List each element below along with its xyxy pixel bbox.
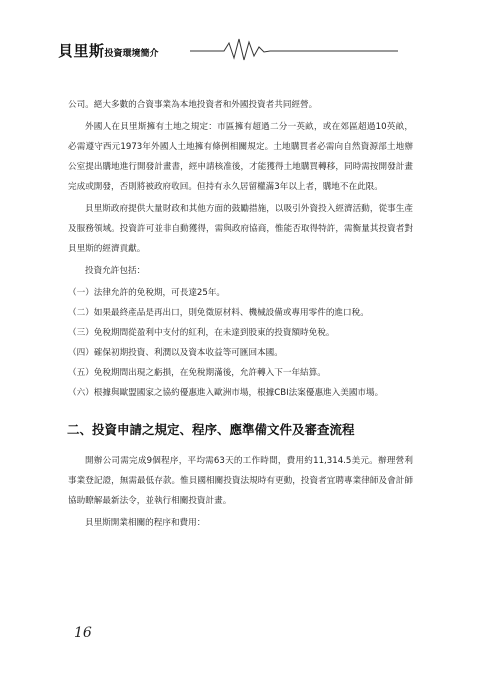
section-heading: 二、投資申請之規定、程序、應準備文件及審查流程 <box>67 422 355 437</box>
list-item: （六）根據與歐盟國家之協約優惠進入歐洲市場，根據CBI法案優惠進入美國市場。 <box>68 388 384 398</box>
header-wave-line <box>58 34 398 64</box>
list-item: （三）免稅期間從盈利中支付的紅利，在未達到股東的投資額時免稅。 <box>68 328 335 338</box>
page-number: 16 <box>74 625 92 641</box>
running-header <box>58 34 398 64</box>
paragraph-procedures: 開辦公司需完成9個程序，平均需63天的工作時間，費用約11,314.5美元。辦理營利事業登記證，無需最低存款。惟貝國相關投資法規時有更動，投資者宜聘專業律師及會計師協助瞭解最新法令，並執行相關投資計畫。 <box>68 456 413 506</box>
paragraph-foreign-land: 外國人在貝里斯擁有土地之規定：市區擁有超過二分一英畝，或在郊區超過10英畝，必需遵守西元1973年外國人土地擁有條例相關規定。土地購買者必需向自然資源部土地辦公室提出購地進行開發計畫書，經申請核准後，才能獲得土地購買轉移，同時需按開發計畫完成或開發，否則將被政府收回。但持有永久居留權滿3年以上者，購地不在此限。 <box>68 122 413 192</box>
page-body <box>68 95 413 535</box>
list-item: （一）法律允許的免稅期，可長達25年。 <box>68 288 226 298</box>
paragraph-continuation: 公司。絕大多數的合資事業為本地投資者和外國投資者共同經營。 <box>68 100 318 110</box>
header-title-main: 貝里斯 <box>58 42 105 60</box>
list-label: 投資允許包括： <box>85 266 146 276</box>
header-title-sub: 投資環境簡介 <box>104 49 159 59</box>
paragraph-fees-intro: 貝里斯開業相關的程序和費用： <box>85 518 206 528</box>
list-item: （四）確保初期投資、利潤以及資本收益等可匯回本國。 <box>68 348 283 358</box>
paragraph-incentives: 貝里斯政府提供大量財政和其他方面的鼓勵措施，以吸引外資投入經濟活動，從事生產及服務領域。投資許可並非自動獲得，需與政府協商，惟能否取得特許，需衡量其投資者對貝里斯的經濟貢獻。 <box>68 204 413 254</box>
list-item: （二）如果最終產品是再出口，則免徵原材料、機械設備或專用零件的進口稅。 <box>68 308 369 318</box>
list-item: （五）免稅期間出現之虧損，在免稅期滿後，允許轉入下一年結算。 <box>68 368 326 378</box>
